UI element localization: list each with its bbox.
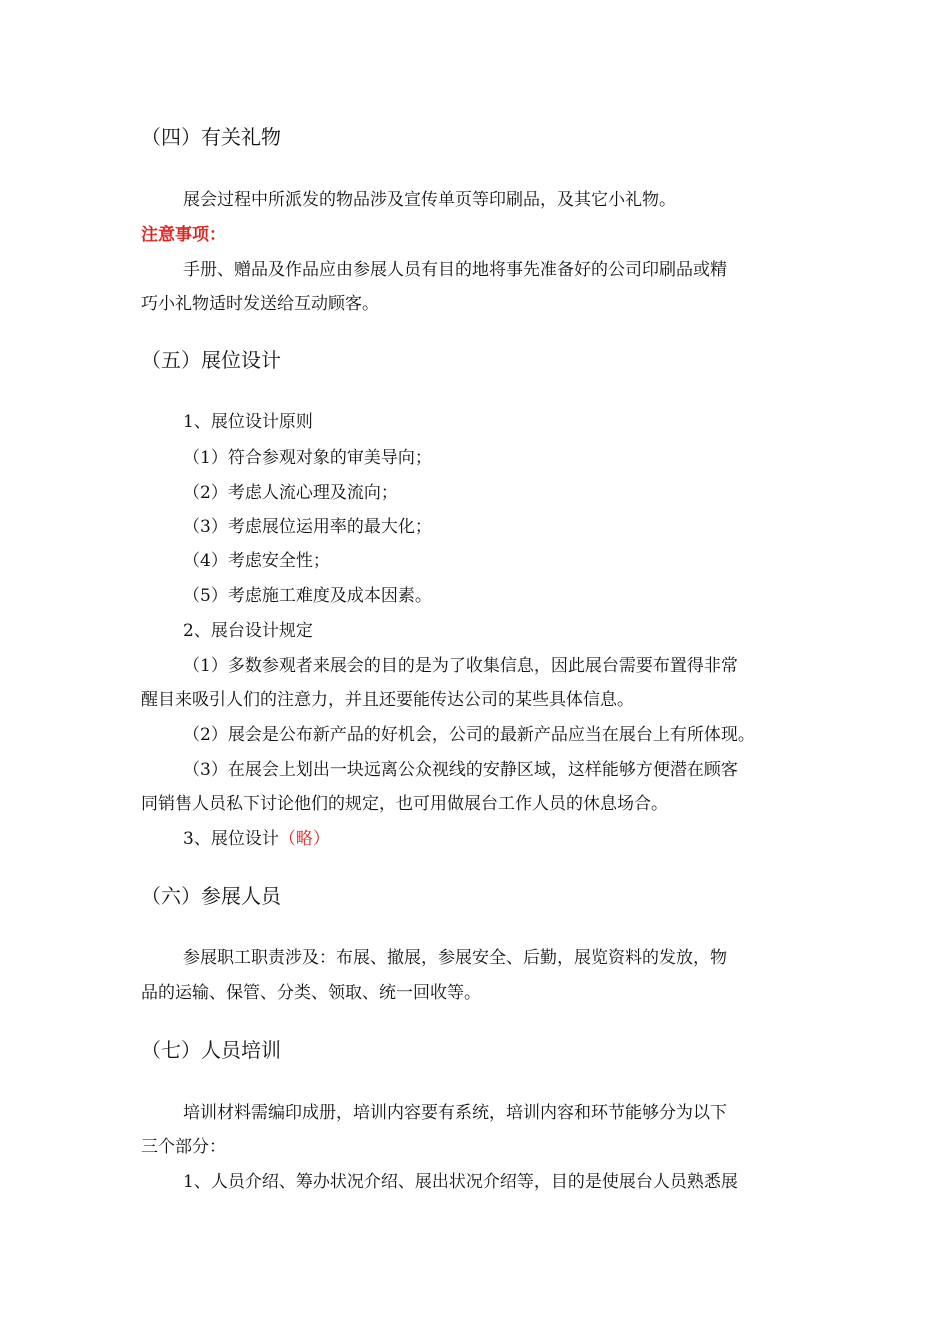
section7-heading: （七）人员培训 — [141, 1038, 281, 1062]
design-principles-title: 1、展位设计原则 — [183, 412, 313, 432]
section6-heading: （六）参展人员 — [141, 884, 281, 908]
staff-duties-line-1: 参展职工职责涉及：布展、撤展，参展安全、后勤，展览资料的发放，物 — [183, 948, 727, 968]
booth-design-title: 3、展位设计 — [183, 829, 279, 849]
booth-rules-title: 2、展台设计规定 — [183, 621, 313, 641]
booth-design-line — [183, 827, 330, 851]
section4-heading: （四）有关礼物 — [141, 125, 281, 149]
booth-rule-1-line-2: 醒目来吸引人们的注意力，并且还要能传达公司的某些具体信息。 — [141, 690, 634, 710]
booth-rule-3-line-1: （3）在展会上划出一块远离公众视线的安静区域，这样能够方便潜在顾客 — [183, 760, 738, 780]
principle-item: （1）符合参观对象的审美导向； — [183, 448, 432, 468]
omitted-note: （略） — [278, 829, 330, 849]
section4-body: 展会过程中所派发的物品涉及宣传单页等印刷品，及其它小礼物。 — [183, 190, 676, 210]
principle-item: （3）考虑展位运用率的最大化； — [183, 517, 432, 537]
principle-item: （5）考虑施工难度及成本因素。 — [183, 586, 432, 606]
principle-item: （4）考虑安全性； — [183, 551, 330, 571]
training-line-3: 1、人员介绍、筹办状况介绍、展出状况介绍等，目的是使展台人员熟悉展 — [183, 1172, 738, 1192]
principle-item: （2）考虑人流心理及流向； — [183, 483, 398, 503]
training-line-2: 三个部分： — [141, 1137, 226, 1157]
booth-rule-2: （2）展会是公布新产品的好机会，公司的最新产品应当在展台上有所体现。 — [183, 725, 755, 745]
training-line-1: 培训材料需编印成册，培训内容要有系统，培训内容和环节能够分为以下 — [183, 1103, 727, 1123]
staff-duties-line-2: 品的运输、保管、分类、领取、统一回收等。 — [141, 983, 481, 1003]
section5-heading: （五）展位设计 — [141, 348, 281, 372]
notice-line-1: 手册、赠品及作品应由参展人员有目的地将事先准备好的公司印刷品或精 — [183, 260, 727, 280]
notice-label: 注意事项： — [141, 225, 226, 245]
booth-rule-3-line-2: 同销售人员私下讨论他们的规定，也可用做展台工作人员的休息场合。 — [141, 794, 668, 814]
booth-rule-1-line-1: （1）多数参观者来展会的目的是为了收集信息，因此展台需要布置得非常 — [183, 656, 738, 676]
notice-line-2: 巧小礼物适时发送给互动顾客。 — [141, 294, 379, 314]
